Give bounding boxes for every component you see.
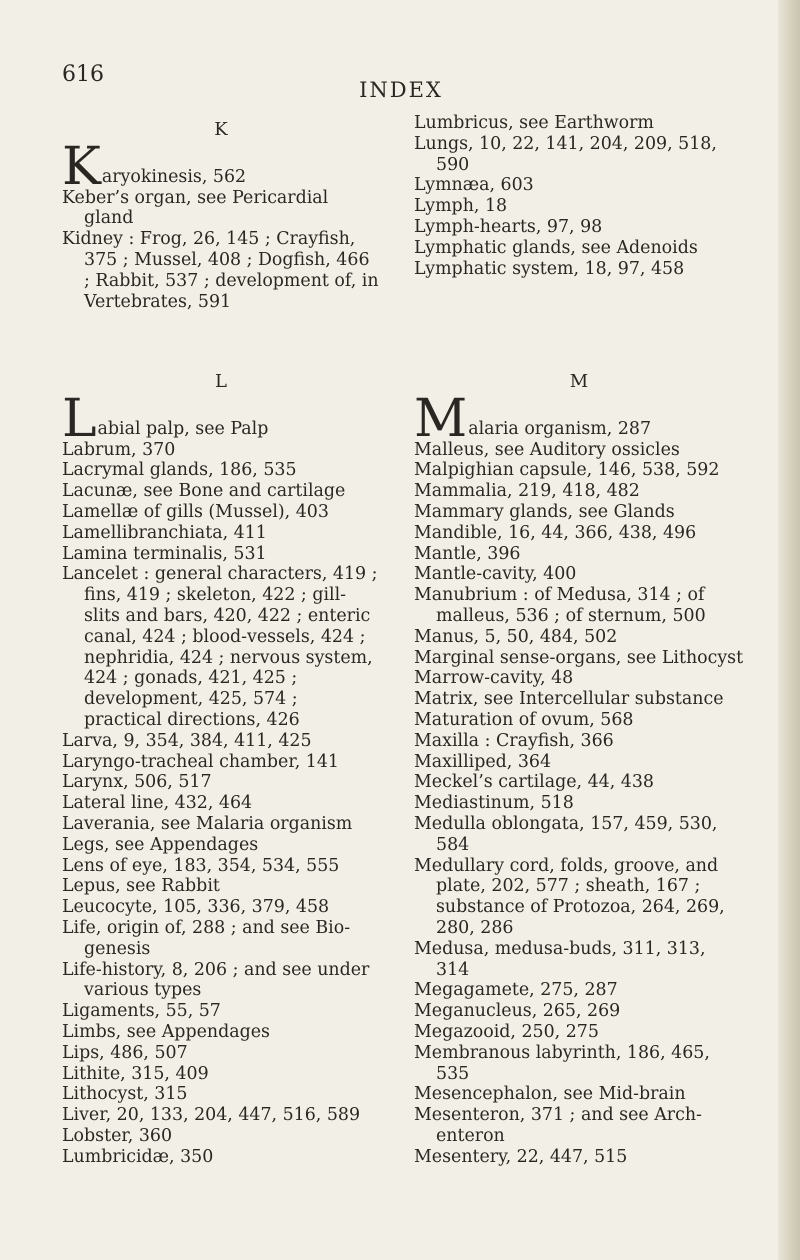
section-l-continued <box>414 113 744 279</box>
index-entry: Maxilla : Crayfish, 366 <box>414 730 614 751</box>
index-entry: Matrix, see Intercellular substance <box>414 689 724 710</box>
index-entry: Mammary glands, see Glands <box>414 501 675 522</box>
section-k <box>62 120 380 312</box>
index-entry: Lithite, 315, 409 <box>62 1063 209 1084</box>
index-entry: Kidney : Frog, 26, 145 ; Crayfish, 375 ; Mussel, 408 ; Dogfish, 466 ; Rabbit, 537 ; development of, in Vertebrates, 591 <box>62 229 379 312</box>
index-entry: Legs, see Appendages <box>62 834 259 855</box>
index-entry: Laryngo-tracheal chamber, 141 <box>62 751 339 772</box>
index-entry: Mesenteron, 371 ; and see Arch-enteron <box>414 1105 702 1146</box>
section-letter-l: L <box>215 371 227 392</box>
index-entry: Malleus, see Auditory ossicles <box>414 439 680 460</box>
index-entry: Mediastinum, 518 <box>414 793 574 814</box>
index-entry: Lateral line, 432, 464 <box>62 793 253 814</box>
index-entry: Mantle, 396 <box>414 543 521 564</box>
index-entry: Lymphatic glands, see Adenoids <box>414 237 698 258</box>
index-entry: Mandible, 16, 44, 366, 438, 496 <box>414 522 697 543</box>
index-entry: Lymnæa, 603 <box>414 175 534 196</box>
index-entry: Liver, 20, 133, 204, 447, 516, 589 <box>62 1105 361 1126</box>
section-m <box>414 372 744 1167</box>
index-entry: Medullary cord, folds, groove, and plate, 202, 577 ; sheath, 167 ; substance of Protozoa, 264, 269, 280, 286 <box>414 855 725 938</box>
index-entry: Larynx, 506, 517 <box>62 772 212 793</box>
index-entry: Labrum, 370 <box>62 439 176 460</box>
index-entry: Megazooid, 250, 275 <box>414 1021 599 1042</box>
dropcap-m: M <box>414 388 468 449</box>
index-entry: Marrow-cavity, 48 <box>414 668 574 689</box>
page-header <box>62 52 740 102</box>
index-entry: Marginal sense-organs, see Lithocyst <box>414 647 744 668</box>
section-l <box>62 372 380 1167</box>
index-entry: Membranous labyrinth, 186, 465, 535 <box>414 1042 710 1084</box>
index-entry: Maxilliped, 364 <box>414 751 552 772</box>
first-entry-text: aryokinesis, 562 <box>101 166 247 187</box>
index-entry: Lungs, 10, 22, 141, 204, 209, 518, 590 <box>414 133 717 175</box>
dropcap-l: L <box>62 388 97 449</box>
index-entry: Mammalia, 219, 418, 482 <box>414 481 640 502</box>
index-entry: Mesentery, 22, 447, 515 <box>414 1146 628 1167</box>
page-number: 616 <box>62 62 104 87</box>
entry-list-m <box>414 440 744 1168</box>
index-entry: Lacunæ, see Bone and cartilage <box>62 481 346 502</box>
index-entry: Lancelet : general characters, 419 ; fins, 419 ; skeleton, 422 ; gill-slits and bars, 420, 422 ; enteric canal, 424 ; blood-vessels, 424 ; nephridia, 424 ; nervous system, 424 ; gonads, 421, 425 ; development, 425, 574 ; practical directions, 426 <box>62 564 378 730</box>
first-entry-text: abial palp, see Palp <box>97 418 269 439</box>
first-entry-text: alaria organism, 287 <box>468 418 652 439</box>
running-title: INDEX <box>359 78 443 102</box>
index-entry: Lymph, 18 <box>414 196 508 217</box>
index-entry: Megagamete, 275, 287 <box>414 980 618 1001</box>
index-entry: Maturation of ovum, 568 <box>414 709 634 730</box>
index-entry <box>62 388 380 449</box>
index-entry: Laverania, see Malaria organism <box>62 813 353 834</box>
page-edge <box>778 0 800 1260</box>
index-entry: Mesencephalon, see Mid-brain <box>414 1084 686 1105</box>
index-entry: Lumbricus, see Earthworm <box>414 113 654 133</box>
index-entry: Malpighian capsule, 146, 538, 592 <box>414 460 720 481</box>
index-entry: Manus, 5, 50, 484, 502 <box>414 626 618 647</box>
index-entry: Lymphatic system, 18, 97, 458 <box>414 258 685 279</box>
index-entry: Larva, 9, 354, 384, 411, 425 <box>62 730 312 751</box>
index-entry: Lymph-hearts, 97, 98 <box>414 216 603 237</box>
index-entry: Lobster, 360 <box>62 1125 173 1146</box>
index-entry: Ligaments, 55, 57 <box>62 1001 221 1022</box>
index-entry <box>414 388 744 449</box>
entry-list-k <box>62 188 380 313</box>
entry-list-l-continued <box>414 113 744 279</box>
dropcap-k: K <box>62 136 101 197</box>
index-entry: Medusa, medusa-buds, 311, 313, 314 <box>414 938 706 980</box>
index-entry: Life, origin of, 288 ; and see Bio-genesis <box>62 917 351 959</box>
index-entry: Leucocyte, 105, 336, 379, 458 <box>62 897 330 918</box>
index-entry <box>62 136 380 197</box>
section-letter-k: K <box>214 119 228 140</box>
index-entry: Meckel’s cartilage, 44, 438 <box>414 772 654 793</box>
index-entry: Lumbricidæ, 350 <box>62 1146 214 1167</box>
index-entry: Lens of eye, 183, 354, 534, 555 <box>62 855 340 876</box>
index-entry: Lips, 486, 507 <box>62 1042 188 1063</box>
index-entry: Limbs, see Appendages <box>62 1021 270 1042</box>
index-entry: Life-history, 8, 206 ; and see under various types <box>62 959 370 1001</box>
index-entry: Lamellibranchiata, 411 <box>62 522 267 543</box>
index-entry: Keber’s organ, see Pericardial gland <box>62 187 329 229</box>
index-entry: Meganucleus, 265, 269 <box>414 1001 621 1022</box>
index-entry: Lamina terminalis, 531 <box>62 543 267 564</box>
index-entry: Lamellæ of gills (Mussel), 403 <box>62 501 329 522</box>
section-letter-m: M <box>569 371 589 392</box>
index-entry: Lithocyst, 315 <box>62 1084 188 1105</box>
index-entry: Lepus, see Rabbit <box>62 876 220 897</box>
index-entry: Lacrymal glands, 186, 535 <box>62 460 297 481</box>
index-entry: Mantle-cavity, 400 <box>414 564 577 585</box>
index-entry: Medulla oblongata, 157, 459, 530, 584 <box>414 813 718 855</box>
index-entry: Manubrium : of Medusa, 314 ; of malleus, 536 ; of sternum, 500 <box>414 585 706 626</box>
entry-list-l <box>62 440 380 1168</box>
